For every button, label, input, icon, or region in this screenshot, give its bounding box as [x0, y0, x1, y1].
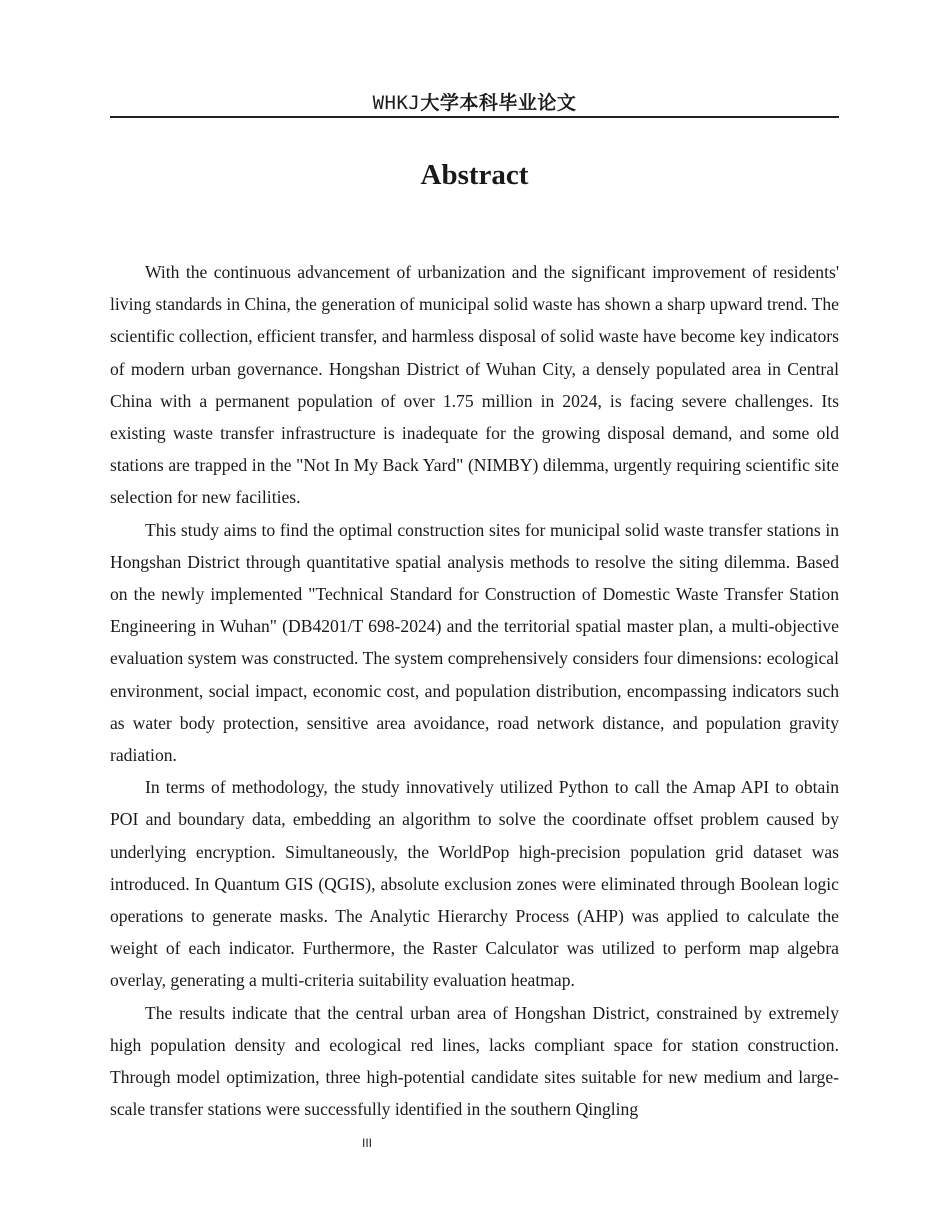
abstract-paragraph-4: The results indicate that the central urban area of Hongshan District, constrained by extremely high population density and ecological red lines, lacks compliant space for station construction. Through model optimization, three high-potential candidate sites suitable for new medium and large-scale transfer stations were successfully identified in the southern Qingling [110, 1002, 839, 1120]
page-number: III [362, 1136, 373, 1150]
abstract-paragraph-3: In terms of methodology, the study innovatively utilized Python to call the Amap API to obtain POI and boundary data, embedding an algorithm to solve the coordinate offset problem caused by underlying encryption. Simultaneously, the WorldPop high-precision population grid dataset was introduced. In Quantum GIS (QGIS), absolute exclusion zones were eliminated through Boolean logic operations to generate masks. The Analytic Hierarchy Process (AHP) was applied to calculate the weight of each indicator. Furthermore, the Raster Calculator was utilized to perform map algebra overlay, generating a multi-criteria suitability evaluation heatmap. [110, 777, 839, 991]
running-header-chinese: 大学本科毕业论文 [420, 92, 577, 114]
abstract-paragraph-1: With the continuous advancement of urbanization and the significant improvement of residents' living standards in China, the generation of municipal solid waste has shown a sharp upward trend. The scientific collection, efficient transfer, and harmless disposal of solid waste have become key indicators of modern urban governance. Hongshan District of Wuhan City, a densely populated area in Central China with a permanent population of over 1.75 million in 2024, is facing severe challenges. Its existing waste transfer infrastructure is inadequate for the growing disposal demand, and some old stations are trapped in the "Not In My Back Yard" (NIMBY) dilemma, urgently requiring scientific site selection for new facilities. [110, 262, 839, 508]
abstract-paragraph-2: This study aims to find the optimal construction sites for municipal solid waste transfer stations in Hongshan District through quantitative spatial analysis methods to resolve the siting dilemma. Based on the newly implemented "Technical Standard for Construction of Domestic Waste Transfer Station Engineering in Wuhan" (DB4201/T 698-2024) and the territorial spatial master plan, a multi-objective evaluation system was constructed. The system comprehensively considers four dimensions: ecological environment, social impact, economic cost, and population distribution, encompassing indicators such as water body protection, sensitive area avoidance, road network distance, and population gravity radiation. [110, 519, 839, 766]
running-header [110, 90, 839, 118]
abstract-body [110, 256, 839, 1125]
running-header-text [373, 90, 577, 116]
running-header-latin: WHKJ [372, 92, 421, 114]
abstract-title: Abstract [420, 159, 529, 191]
